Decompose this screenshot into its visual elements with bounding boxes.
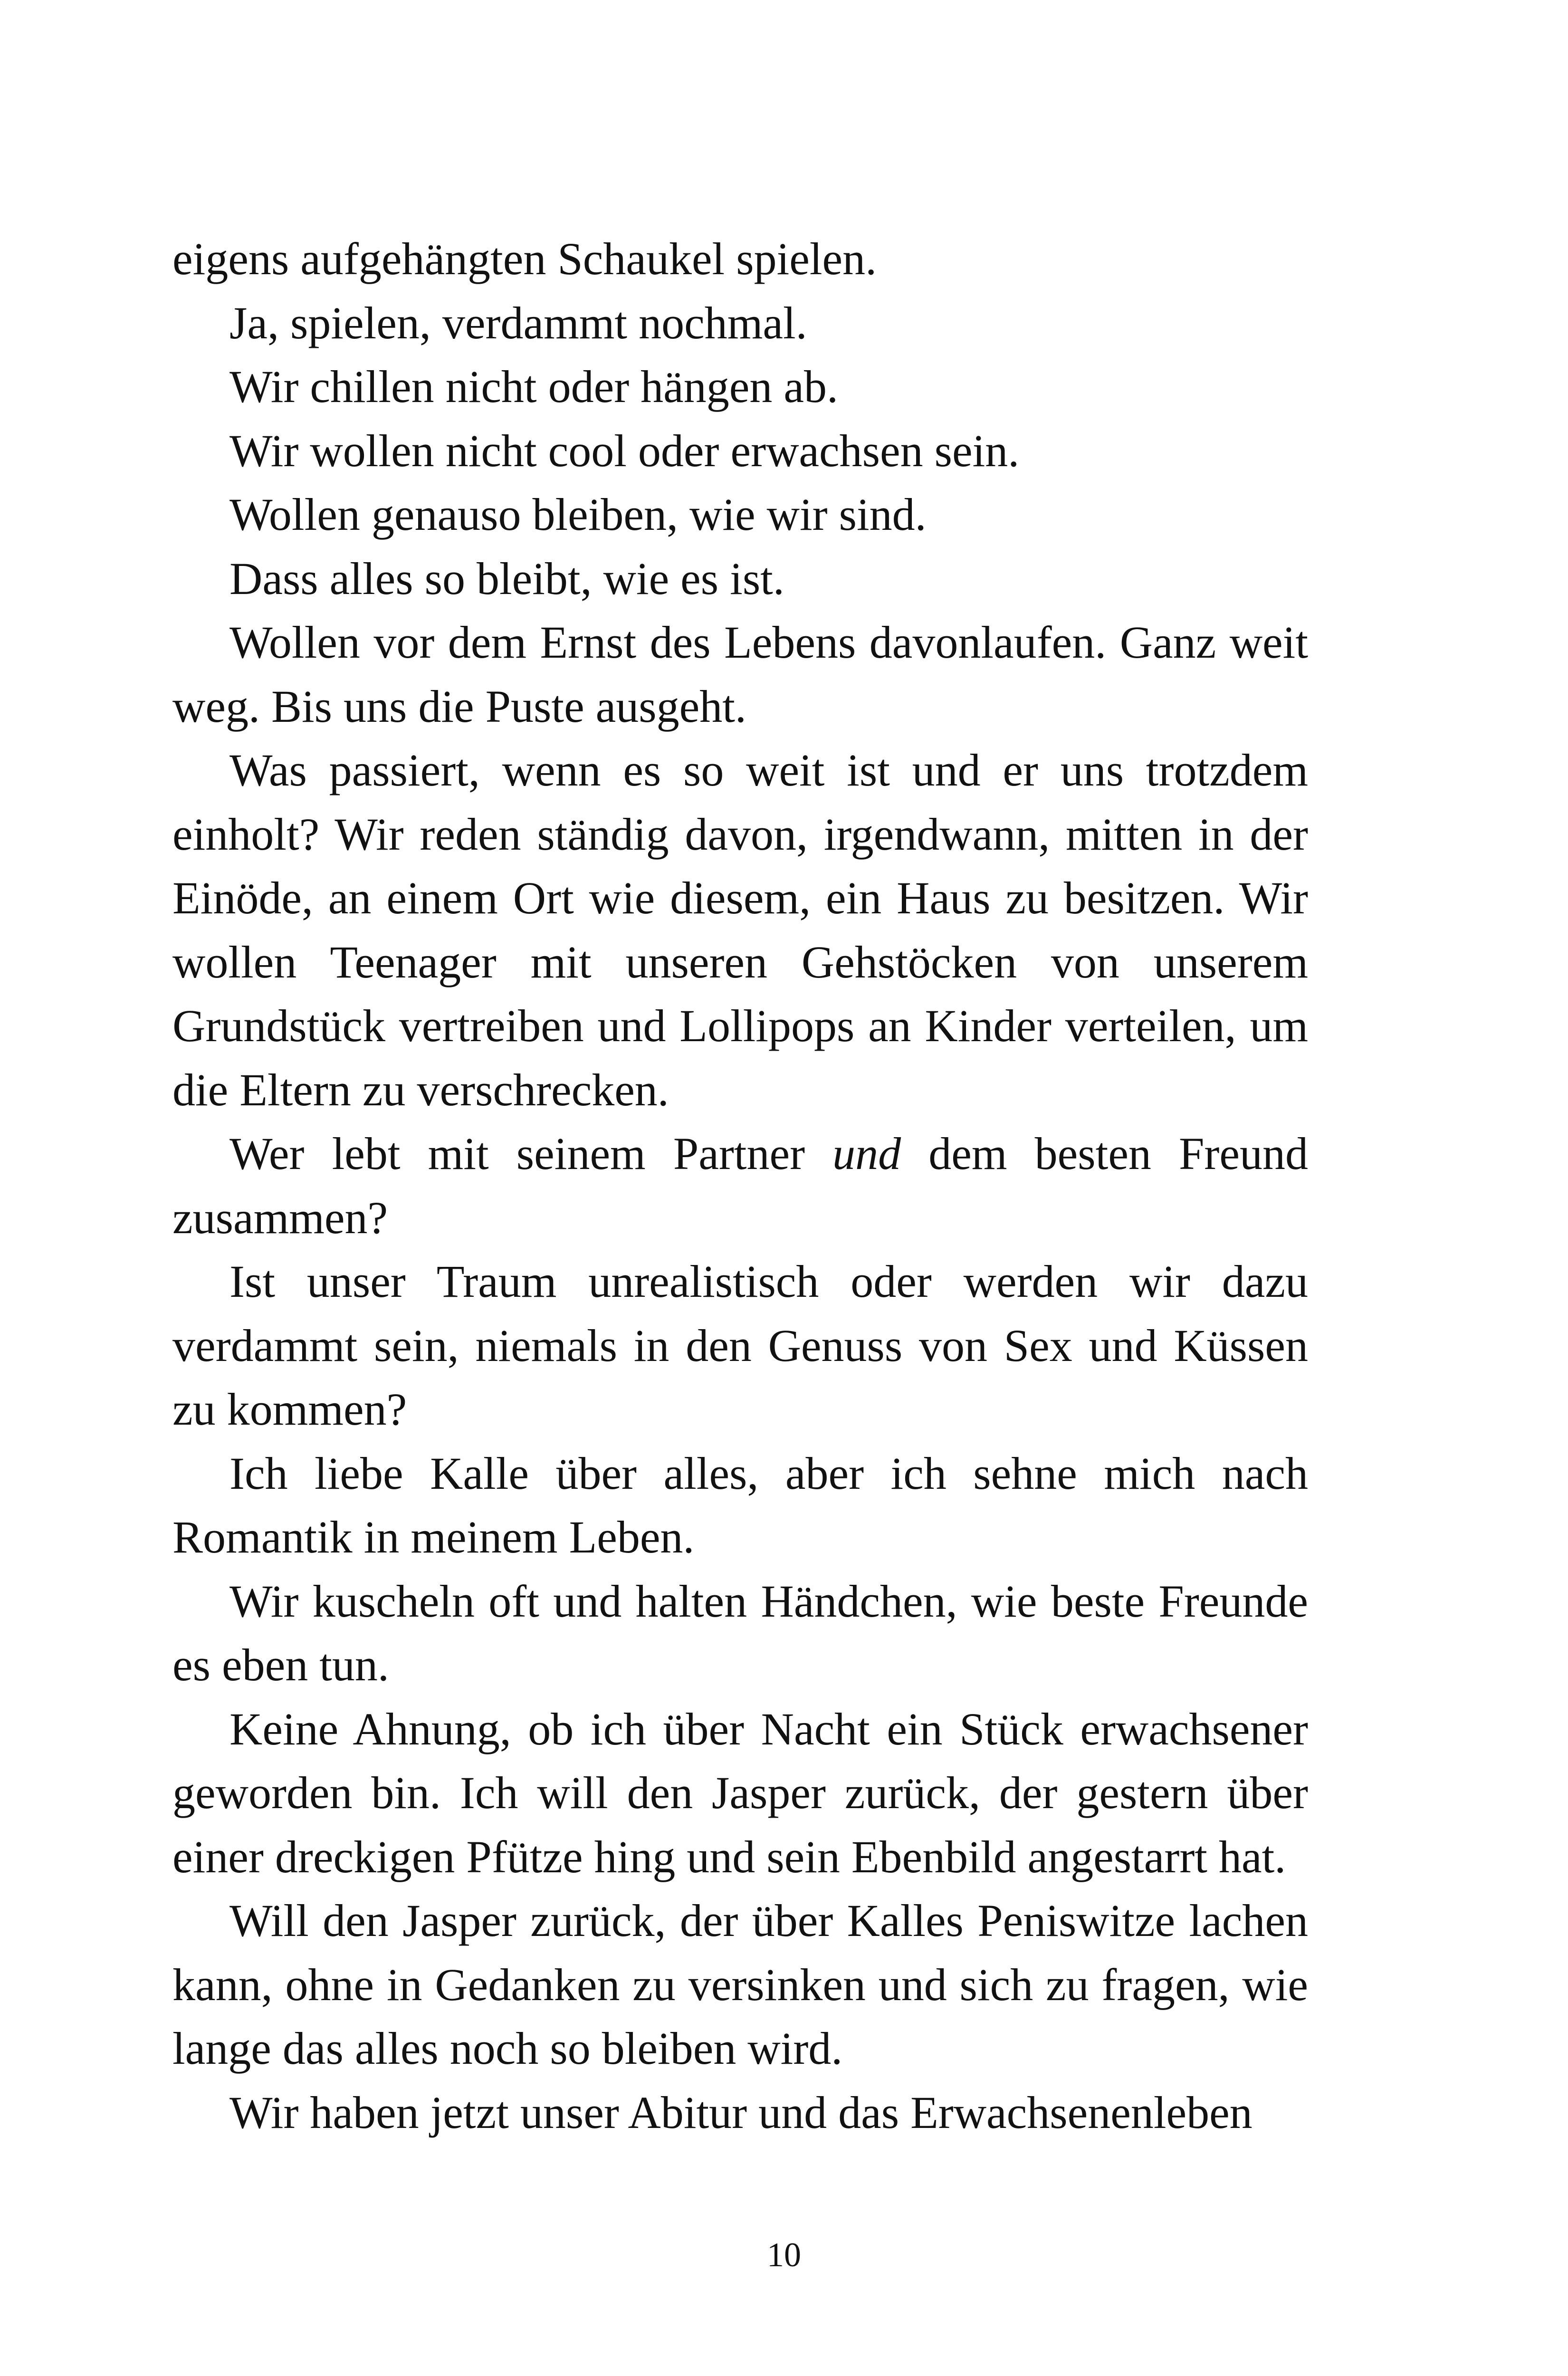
- paragraph: [172, 291, 1308, 355]
- paragraph-text: eigens aufgehängten Schaukel spielen.: [172, 233, 877, 284]
- paragraph-text: Keine Ahnung, ob ich über Nacht ein Stück erwachsener geworden bin. Ich will den Jasper zurück, der gestern über einer dreckigen Pfütze hing und sein Ebenbild angestarrt hat.: [172, 1703, 1308, 1882]
- paragraph-text: Wir haben jetzt unser Abitur und das Erwachsenenleben: [229, 2087, 1252, 2138]
- paragraph: [172, 2081, 1308, 2145]
- paragraph-text: Dass alles so bleibt, wie es ist.: [229, 553, 784, 604]
- paragraph-text: Wir wollen nicht cool oder erwachsen sein.: [229, 425, 1020, 476]
- paragraph: [172, 1442, 1308, 1570]
- paragraph-text: Will den Jasper zurück, der über Kalles Peniswitze lachen kann, ohne in Gedanken zu versinken und sich zu fragen, wie lange das alles noch so bleiben wird.: [172, 1895, 1308, 2074]
- paragraph-text: Ich liebe Kalle über alles, aber ich sehne mich nach Romantik in meinem Leben.: [172, 1447, 1308, 1562]
- paragraph-text: Ist unser Traum unrealistisch oder werden wir dazu verdammt sein, niemals in den Genuss von Sex und Küssen zu kommen?: [172, 1256, 1308, 1435]
- emphasis-text: und: [832, 1128, 901, 1179]
- paragraph-text: Wir chillen nicht oder hängen ab.: [229, 361, 838, 412]
- page-body: [172, 227, 1308, 2145]
- paragraph-text: Wer lebt mit seinem Partner: [229, 1128, 833, 1179]
- paragraph: [172, 483, 1308, 547]
- paragraph: [172, 1570, 1308, 1697]
- paragraph-text: Wollen genauso bleiben, wie wir sind.: [229, 489, 927, 540]
- paragraph: [172, 419, 1308, 483]
- paragraph: [172, 227, 1308, 291]
- paragraph: [172, 611, 1308, 738]
- paragraph: [172, 547, 1308, 611]
- paragraph: [172, 1250, 1308, 1442]
- paragraph-text: Wir kuscheln oft und halten Händchen, wie beste Freunde es eben tun.: [172, 1575, 1308, 1690]
- paragraph: [172, 738, 1308, 1122]
- paragraph: [172, 1697, 1308, 1889]
- paragraph-text: Ja, spielen, verdammt nochmal.: [229, 297, 807, 348]
- paragraph-text: Wollen vor dem Ernst des Lebens davonlaufen. Ganz weit weg. Bis uns die Puste ausgeht.: [172, 617, 1308, 732]
- paragraph: [172, 355, 1308, 419]
- paragraph: [172, 1889, 1308, 2081]
- paragraph-text: Was passiert, wenn es so weit ist und er uns trotzdem einholt? Wir reden ständig davon, irgendwann, mitten in der Einöde, an einem Ort wie diesem, ein Haus zu besitzen. Wir wollen Teenager mit unseren Gehstöcken von unserem Grundstück vertreiben und Lollipops an Kinder verteilen, um die Eltern zu verschrecken.: [172, 745, 1308, 1115]
- paragraph-text: dem besten Freund zusammen?: [172, 1128, 1309, 1243]
- page-number: 10: [767, 2236, 801, 2274]
- paragraph: [172, 1122, 1308, 1250]
